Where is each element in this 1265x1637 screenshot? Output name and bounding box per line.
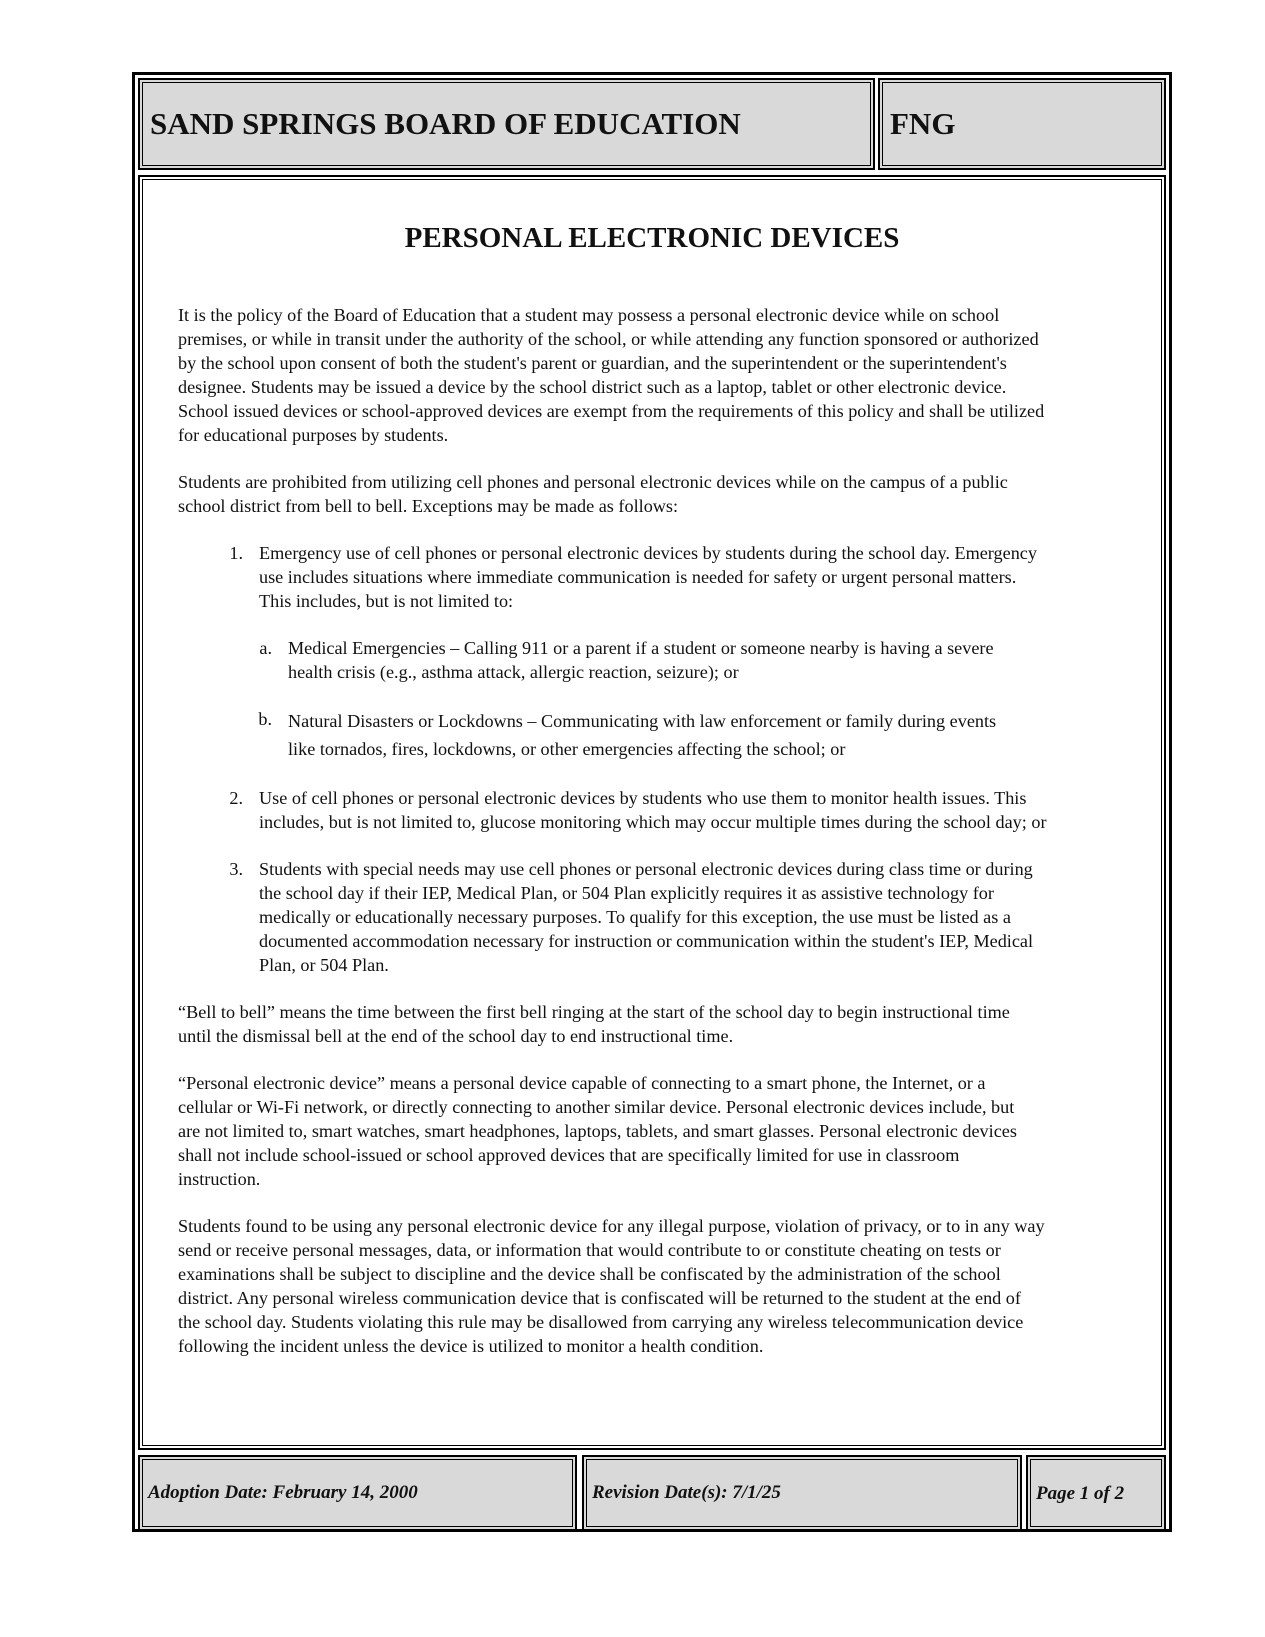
list-item-text: Students with special needs may use cell phones or personal electronic devices during class time or during the school day if their IEP, Medical Plan, or 504 Plan explicitly requires it as assistive technology for medically or educationally necessary purposes. To qualify for this exception, the use must be listed as a documented accommodation necessary for instruction or communication within the student's IEP, Medical Plan, or 504 Plan. (259, 859, 1034, 975)
sub-item-marker: b. (258, 709, 272, 729)
sub-item-text: Natural Disasters or Lockdowns – Communicating with law enforcement or family during events like tornados, fires, lockdowns, or other emergencies affecting the school; or (288, 711, 997, 759)
policy-paragraph-2: Students are prohibited from utilizing cell phones and personal electronic devices while on the campus of a public school district from bell to bell. Exceptions may be made as follows: (178, 472, 1008, 516)
page-number: Page 1 of 2 (1026, 1455, 1166, 1531)
list-item-2 (178, 786, 1158, 834)
policy-code: FNG (878, 78, 1166, 170)
list-marker: 2. (229, 788, 243, 808)
list-marker: 1. (229, 543, 243, 563)
organization-header: SAND SPRINGS BOARD OF EDUCATION (138, 78, 875, 170)
sub-item-text: Medical Emergencies – Calling 911 or a parent if a student or someone nearby is having a severe health crisis (e.g., asthma attack, allergic reaction, seizure); or (288, 638, 994, 682)
discipline-paragraph: Students found to be using any personal electronic device for any illegal purpose, violation of privacy, or to in any way send or receive personal messages, data, or information that would contribute to or constitute cheating on tests or examinations shall be subject to discipline and the device shall be confiscated by the administration of the school district. Any personal wireless communication device that is confiscated will be returned to the student at the end of the school day. Students violating this rule may be disallowed from carrying any wireless telecommunication device following the incident unless the device is utilized to monitor a health condition. (178, 1216, 1045, 1356)
document-title: PERSONAL ELECTRONIC DEVICES (404, 222, 900, 254)
sub-item-marker: a. (259, 638, 272, 658)
list-item-text: Use of cell phones or personal electronic devices by students who use them to monitor health issues. This includes, but is not limited to, glucose monitoring which may occur multiple times during the school day; or (259, 788, 1047, 832)
bell-to-bell-definition: “Bell to bell” means the time between the first bell ringing at the start of the school day to begin instructional time until the dismissal bell at the end of the school day to end instructional time. (178, 1002, 1010, 1046)
sub-item-a (178, 636, 1158, 684)
revision-date: Revision Date(s): 7/1/25 (582, 1455, 1022, 1531)
device-definition: “Personal electronic device” means a personal device capable of connecting to a smart phone, the Internet, or a cellular or Wi-Fi network, or directly connecting to another similar device. Personal electronic devices include, but are not limited to, smart watches, smart headphones, laptops, tablets, and smart glasses. Personal electronic devices shall not include school-issued or school approved devices that are specifically limited for use in classroom instruction. (178, 1073, 1017, 1189)
list-item-1 (178, 541, 1158, 613)
policy-body (178, 303, 1158, 1381)
list-item-text: Emergency use of cell phones or personal electronic devices by students during the school day. Emergency use includes situations where immediate communication is needed for safety or urgent personal matters. This includes, but is not limited to: (259, 543, 1037, 611)
sub-item-b (178, 707, 1158, 763)
adoption-date: Adoption Date: February 14, 2000 (138, 1455, 577, 1531)
list-item-3 (178, 857, 1158, 977)
policy-paragraph-1: It is the policy of the Board of Education that a student may possess a personal electronic device while on school premises, or while in transit under the authority of the school, or while attending any function sponsored or authorized by the school upon consent of both the student's parent or guardian, and the superintendent or the superintendent's designee. Students may be issued a device by the school district such as a laptop, tablet or other electronic device. School issued devices or school-approved devices are exempt from the requirements of this policy and shall be utilized for educational purposes by students. (178, 305, 1045, 445)
list-marker: 3. (229, 859, 243, 879)
